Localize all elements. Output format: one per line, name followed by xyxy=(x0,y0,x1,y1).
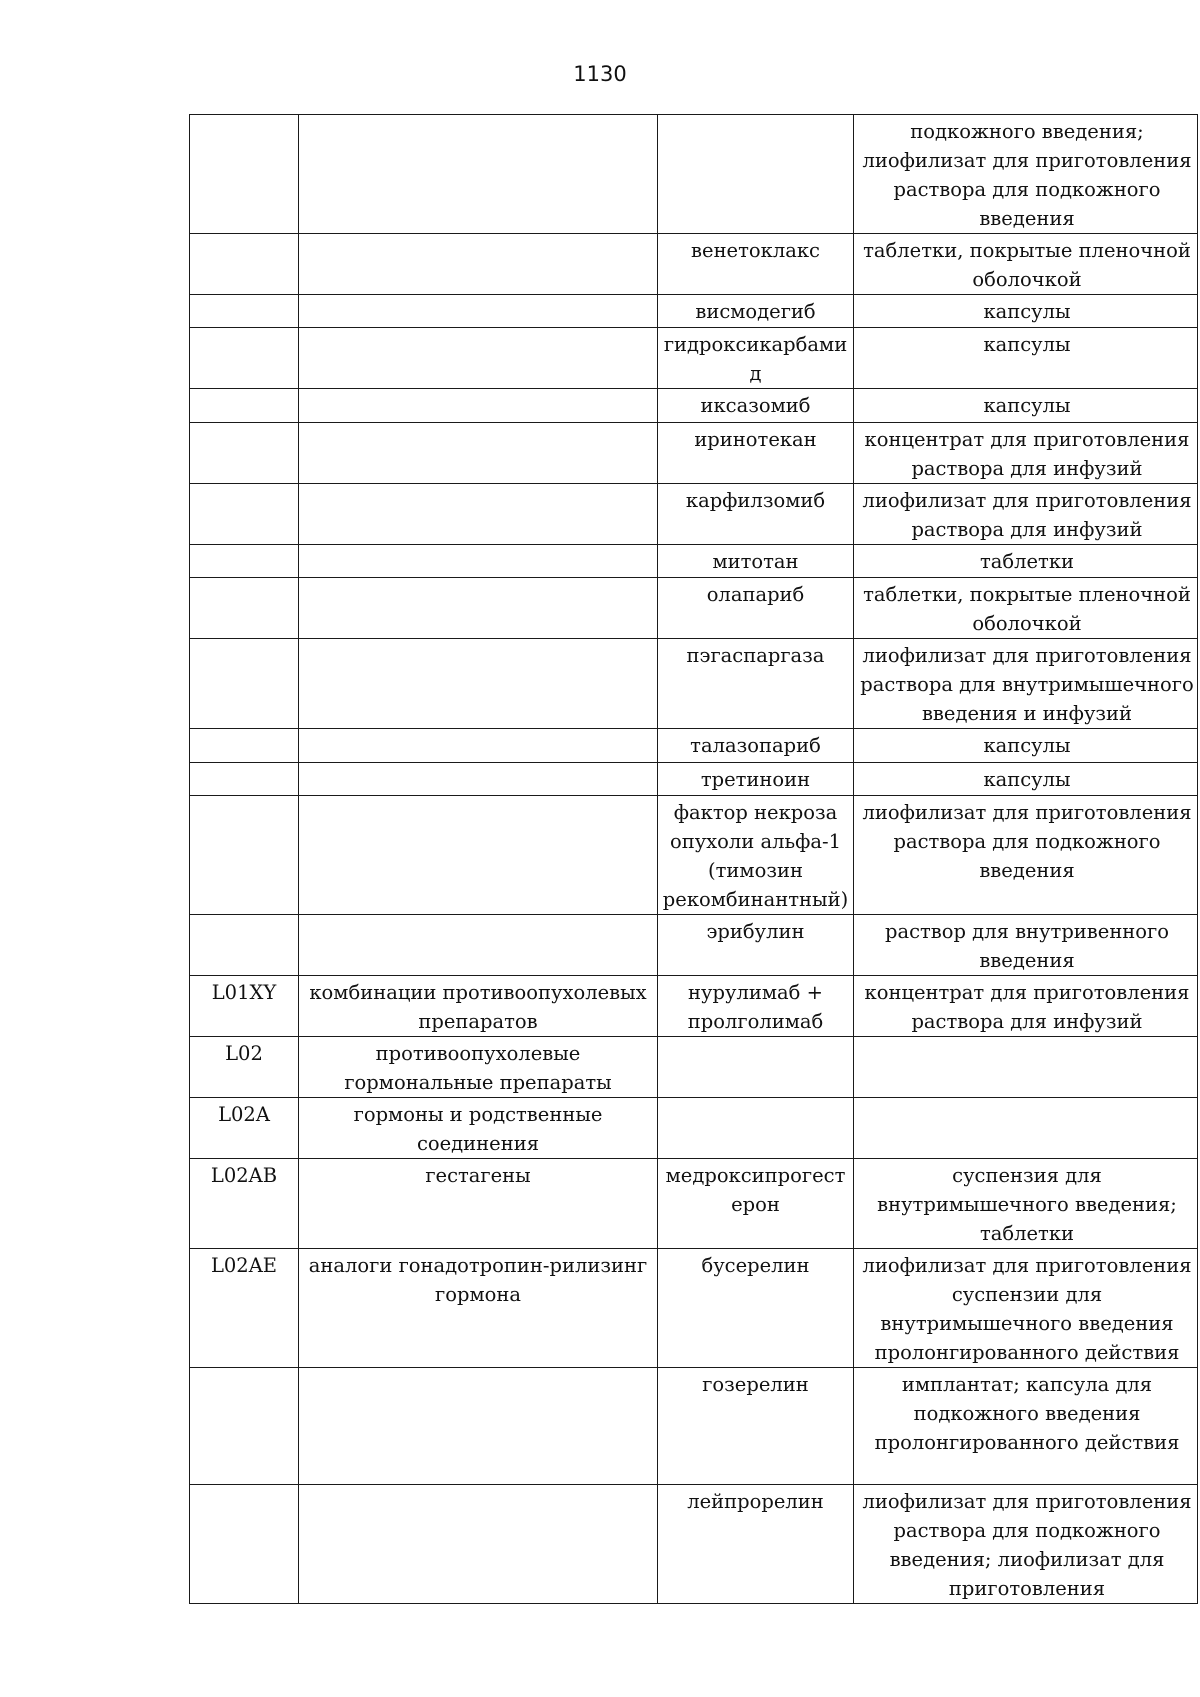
dosage-form-cell: суспензия для внутримышечного введения; таблетки xyxy=(854,1159,1198,1249)
dosage-form-cell: капсулы xyxy=(854,389,1198,423)
table-row xyxy=(190,1098,1198,1159)
atc-code-cell xyxy=(190,328,299,389)
table-row xyxy=(190,1159,1198,1249)
anatomical-group-cell: комбинации противоопухолевых препаратов xyxy=(299,976,658,1037)
atc-code-cell xyxy=(190,295,299,328)
anatomical-group-cell: гестагены xyxy=(299,1159,658,1249)
table-row xyxy=(190,484,1198,545)
drug-name-cell: иринотекан xyxy=(658,423,854,484)
atc-code-cell xyxy=(190,423,299,484)
atc-code-cell xyxy=(190,763,299,796)
anatomical-group-cell xyxy=(299,729,658,763)
anatomical-group-cell xyxy=(299,545,658,578)
dosage-form-cell: раствор для внутривенного введения xyxy=(854,915,1198,976)
dosage-form-cell: лиофилизат для приготовления раствора для подкожного введения xyxy=(854,796,1198,915)
drug-name-cell: нурулимаб + пролголимаб xyxy=(658,976,854,1037)
drug-name-cell: гидроксикарбамид xyxy=(658,328,854,389)
drug-name-cell: эрибулин xyxy=(658,915,854,976)
table-row xyxy=(190,729,1198,763)
dosage-form-cell: концентрат для приготовления раствора для инфузий xyxy=(854,423,1198,484)
atc-code-cell xyxy=(190,545,299,578)
dosage-form-cell: капсулы xyxy=(854,295,1198,328)
drug-name-cell: фактор некроза опухоли альфа-1 (тимозин рекомбинантный) xyxy=(658,796,854,915)
dosage-form-cell: таблетки, покрытые пленочной оболочкой xyxy=(854,578,1198,639)
dosage-form-cell: имплантат; капсула для подкожного введения пролонгированного действия xyxy=(854,1368,1198,1485)
atc-code-cell xyxy=(190,639,299,729)
dosage-form-cell: подкожного введения; лиофилизат для приготовления раствора для подкожного введения xyxy=(854,115,1198,234)
dosage-form-cell: таблетки xyxy=(854,545,1198,578)
table-row xyxy=(190,1037,1198,1098)
anatomical-group-cell xyxy=(299,1368,658,1485)
drug-name-cell: висмодегиб xyxy=(658,295,854,328)
anatomical-group-cell xyxy=(299,1485,658,1604)
anatomical-group-cell xyxy=(299,234,658,295)
atc-code-cell xyxy=(190,1368,299,1485)
atc-code-cell: L01XY xyxy=(190,976,299,1037)
table-row xyxy=(190,234,1198,295)
table-row xyxy=(190,545,1198,578)
drug-name-cell: талазопариб xyxy=(658,729,854,763)
anatomical-group-cell xyxy=(299,115,658,234)
atc-code-cell xyxy=(190,729,299,763)
dosage-form-cell: таблетки, покрытые пленочной оболочкой xyxy=(854,234,1198,295)
dosage-form-cell: лиофилизат для приготовления суспензии для внутримышечного введения пролонгированного действия xyxy=(854,1249,1198,1368)
atc-code-cell xyxy=(190,234,299,295)
atc-code-cell xyxy=(190,389,299,423)
anatomical-group-cell xyxy=(299,389,658,423)
anatomical-group-cell: противоопухолевые гормональные препараты xyxy=(299,1037,658,1098)
table-row xyxy=(190,976,1198,1037)
dosage-form-cell: капсулы xyxy=(854,328,1198,389)
anatomical-group-cell: аналоги гонадотропин-рилизинг гормона xyxy=(299,1249,658,1368)
anatomical-group-cell xyxy=(299,484,658,545)
table-row xyxy=(190,423,1198,484)
drug-name-cell xyxy=(658,115,854,234)
table-row xyxy=(190,1368,1198,1485)
dosage-form-cell: концентрат для приготовления раствора для инфузий xyxy=(854,976,1198,1037)
dosage-form-cell: капсулы xyxy=(854,763,1198,796)
dosage-form-cell: капсулы xyxy=(854,729,1198,763)
anatomical-group-cell xyxy=(299,763,658,796)
table-row xyxy=(190,389,1198,423)
drug-name-cell: третиноин xyxy=(658,763,854,796)
anatomical-group-cell xyxy=(299,796,658,915)
table-row xyxy=(190,763,1198,796)
drug-name-cell: иксазомиб xyxy=(658,389,854,423)
atc-code-cell xyxy=(190,115,299,234)
table-row xyxy=(190,915,1198,976)
table-row xyxy=(190,796,1198,915)
drug-name-cell: гозерелин xyxy=(658,1368,854,1485)
drug-name-cell: медроксипрогестерон xyxy=(658,1159,854,1249)
drug-name-cell: лейпрорелин xyxy=(658,1485,854,1604)
table-row xyxy=(190,295,1198,328)
drug-name-cell: олапариб xyxy=(658,578,854,639)
drug-name-cell: пэгаспаргаза xyxy=(658,639,854,729)
atc-code-cell xyxy=(190,578,299,639)
atc-code-cell: L02A xyxy=(190,1098,299,1159)
anatomical-group-cell xyxy=(299,578,658,639)
anatomical-group-cell xyxy=(299,639,658,729)
drug-name-cell: карфилзомиб xyxy=(658,484,854,545)
drug-name-cell: бусерелин xyxy=(658,1249,854,1368)
anatomical-group-cell xyxy=(299,915,658,976)
dosage-form-cell: лиофилизат для приготовления раствора для подкожного введения; лиофилизат для приготовления xyxy=(854,1485,1198,1604)
table-row xyxy=(190,115,1198,234)
atc-code-cell xyxy=(190,1485,299,1604)
atc-code-cell: L02 xyxy=(190,1037,299,1098)
anatomical-group-cell xyxy=(299,423,658,484)
table-row xyxy=(190,578,1198,639)
table-row xyxy=(190,639,1198,729)
dosage-form-cell xyxy=(854,1098,1198,1159)
table-row xyxy=(190,328,1198,389)
table-row xyxy=(190,1485,1198,1604)
drug-name-cell xyxy=(658,1098,854,1159)
atc-code-cell xyxy=(190,484,299,545)
page-number: 1130 xyxy=(573,62,627,86)
drug-table xyxy=(189,114,1198,1604)
table-body xyxy=(190,115,1198,1604)
table-row xyxy=(190,1249,1198,1368)
drug-name-cell: митотан xyxy=(658,545,854,578)
atc-code-cell: L02AE xyxy=(190,1249,299,1368)
drug-name-cell: венетоклакс xyxy=(658,234,854,295)
drug-name-cell xyxy=(658,1037,854,1098)
atc-code-cell xyxy=(190,915,299,976)
dosage-form-cell: лиофилизат для приготовления раствора для инфузий xyxy=(854,484,1198,545)
anatomical-group-cell xyxy=(299,328,658,389)
dosage-form-cell: лиофилизат для приготовления раствора для внутримышечного введения и инфузий xyxy=(854,639,1198,729)
atc-code-cell xyxy=(190,796,299,915)
atc-code-cell: L02AB xyxy=(190,1159,299,1249)
anatomical-group-cell: гормоны и родственные соединения xyxy=(299,1098,658,1159)
dosage-form-cell xyxy=(854,1037,1198,1098)
anatomical-group-cell xyxy=(299,295,658,328)
